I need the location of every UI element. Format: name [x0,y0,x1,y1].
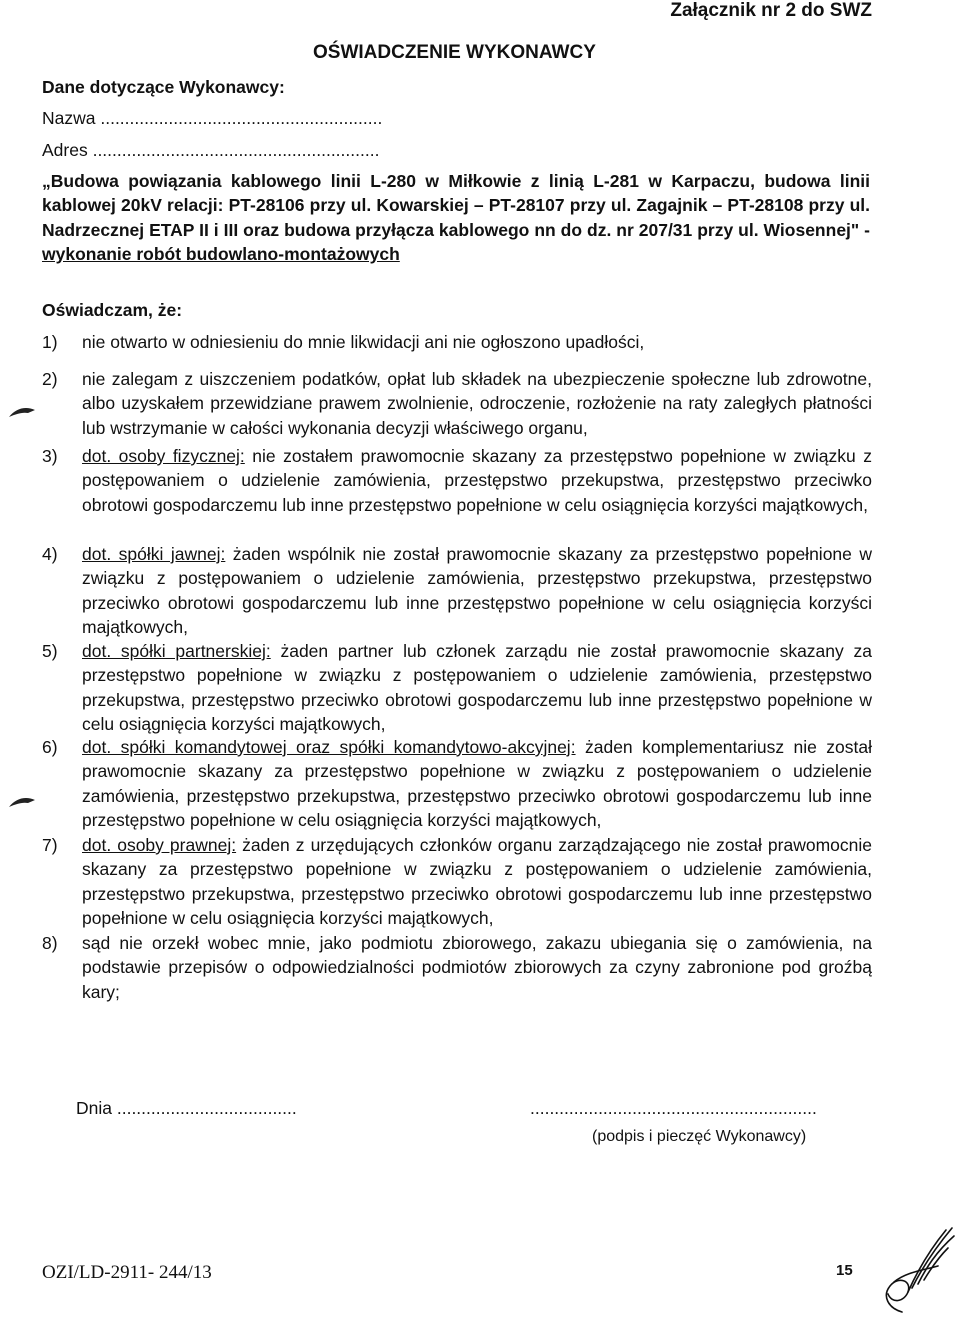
declaration-label: Oświadczam, że: [42,300,183,320]
declaration-item-body: żaden komplementariusz nie został prawomocnie skazany za przestępstwo popełnione w związku z postępowaniem o udzielenie zamówienia, przestępstwo przekupstwa, przestępstwo przeciwko obrotowi gospodarczemu lub inne przestępstwo popełnione w celu osiągnięcia korzyści majątkowych, [82,737,872,830]
declaration-item-body: sąd nie orzekł wobec mnie, jako podmiotu zbiorowego, zakazu ubiegania się o zamówienia, na podstawie przepisów o odpowiedzialności podmiotów zbiorowych za czyny zabronione pod groźbą kary; [82,933,872,1002]
declaration-item-number: 5) [42,641,58,661]
handwritten-initials-signature [868,1222,956,1318]
margin-arrow-icon [8,404,36,418]
document-title: OŚWIADCZENIE WYKONAWCY [313,42,596,63]
declaration-item-number: 7) [42,835,58,855]
declaration-item-body: nie zalegam z uiszczeniem podatków, opłat lub składek na ubezpieczenie społeczne lub zdrowotne, albo uzyskałem przewidziane prawem zwolnienie, odroczenie, rozłożenie na raty zaległych płatności lub wstrzymanie w całości wykonania decyzji właściwego organu, [82,369,872,438]
declaration-item-number: 6) [42,737,58,757]
declaration-item-number: 4) [42,544,58,564]
signature-line: ........................................................... [530,1098,817,1118]
project-title-text: „Budowa powiązania kablowego linii L-280 w Miłkowie z linią L-281 w Karpaczu, budowa linii kablowej 20kV relacji: PT-28106 przy ul. Kowarskiej – PT-28107 przy ul. Zagajnik – PT-28108 przy ul. Nadrzecznej ETAP II i III oraz budowa przyłącza kablowego nn do dz. nr 207/31 przy ul. Wiosennej" - [42,171,870,240]
declaration-item-body: żaden wspólnik nie został prawomocnie skazany za przestępstwo popełnione w związku z postępowaniem o udzielenie zamówienia, przestępstwo przekupstwa, przestępstwo przeciwko obrotowi gospodarczemu lub inne przestępstwo popełnione w celu osiągnięcia korzyści majątkowych, [82,544,872,637]
contractor-address-field: Adres ........................................................... [42,140,380,160]
declaration-item-body: nie zostałem prawomocnie skazany za przestępstwo popełnione w związku z postępowaniem o udzielenie zamówienia, przestępstwo przekupstwa, przestępstwo przeciwko obrotowi gospodarczemu lub inne przestępstwo popełnione w celu osiągnięcia korzyści majątkowych, [82,446,872,515]
project-title [42,169,870,266]
document-code: OZI/LD-2911- 244/13 [42,1262,212,1283]
declaration-item-entity-type: dot. osoby prawnej: [82,835,237,855]
declaration-item-text [82,931,872,1004]
declaration-item-text [82,639,872,736]
declaration-item-body: nie otwarto w odniesieniu do mnie likwidacji ani nie ogłoszono upadłości, [82,332,645,352]
declaration-item-text [82,833,872,930]
declaration-item-body: żaden partner lub członek zarządu nie został prawomocnie skazany za przestępstwo popełnione w związku z postępowaniem o udzielenie zamówienia, przestępstwo przekupstwa, przestępstwo przeciwko obrotowi gospodarczemu lub inne przestępstwo popełnione w celu osiągnięcia korzyści majątkowych, [82,641,872,734]
declaration-item-text [82,367,872,440]
declaration-item-text [82,330,872,354]
declaration-item-entity-type: dot. spółki jawnej: [82,544,226,564]
declaration-item-number: 8) [42,933,58,953]
date-field: Dnia ..................................... [76,1098,297,1118]
declaration-item-number: 3) [42,446,58,466]
declaration-item-number: 1) [42,332,58,352]
declaration-item-body: żaden z urzędujących członków organu zarządzającego nie został prawomocnie skazany za przestępstwo popełnione w związku z postępowaniem o udzielenie zamówienia, przestępstwo przekupstwa, przestępstwo przeciwko obrotowi gospodarczemu lub inne przestępstwo popełnione w celu osiągnięcia korzyści majątkowych, [82,835,872,928]
declaration-item-entity-type: dot. spółki komandytowej oraz spółki komandytowo-akcyjnej: [82,737,576,757]
project-title-scope: wykonanie robót budowlano-montażowych [42,243,400,264]
declaration-item-entity-type: dot. spółki partnerskiej: [82,641,271,661]
declaration-item-number: 2) [42,369,58,389]
page-number: 15 [836,1262,853,1279]
attachment-label: Załącznik nr 2 do SWZ [670,0,872,21]
contractor-section-label: Dane dotyczące Wykonawcy: [42,77,285,97]
declaration-item-entity-type: dot. osoby fizycznej: [82,446,245,466]
declaration-item-text [82,542,872,639]
declaration-item-text [82,444,872,517]
signature-caption: (podpis i pieczęć Wykonawcy) [592,1128,807,1145]
contractor-name-field: Nazwa .......................................................... [42,108,383,128]
margin-arrow-icon [8,794,36,808]
declaration-item-text [82,735,872,832]
